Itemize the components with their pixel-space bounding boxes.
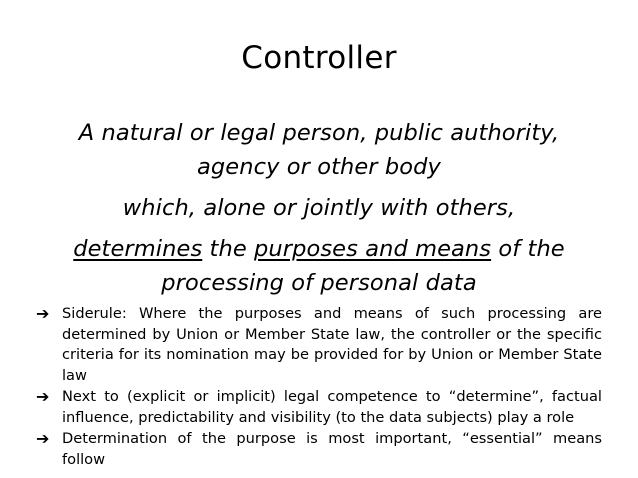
bullet-item-next-to xyxy=(36,387,602,428)
bullet-text: Determination of the purpose is most important, “essential” means follow xyxy=(62,430,602,468)
bullet-text: Next to (explicit or implicit) legal competence to “determine”, factual influence, predictability and visibility (to the data subjects) play a role xyxy=(62,388,602,426)
arrow-right-icon: ➔ xyxy=(36,429,50,448)
bullet-item-siderule xyxy=(36,304,602,386)
determines-text: determines xyxy=(73,236,203,262)
definition-line-1a: A natural or legal person, public authority, xyxy=(78,120,560,146)
bullet-list xyxy=(36,304,602,471)
definition-line-3 xyxy=(40,232,598,300)
definition-line-2: which, alone or jointly with others, xyxy=(122,195,516,221)
purposes-means-text: purposes and means xyxy=(254,236,492,262)
bullet-item-determination xyxy=(36,429,602,470)
arrow-right-icon: ➔ xyxy=(36,304,50,323)
slide-title: Controller xyxy=(241,40,397,76)
processing-text: of the processing of personal data xyxy=(161,236,565,296)
the-text: the xyxy=(202,236,255,262)
definition-line-1b: agency or other body xyxy=(197,154,441,180)
arrow-right-icon: ➔ xyxy=(36,387,50,406)
definition-line-1 xyxy=(40,116,598,184)
bullet-text: Siderule: Where the purposes and means of such processing are determined by Union or Member State law, the controller or the specific criteria for its nomination may be provided for by Union or Member State law xyxy=(62,305,602,384)
